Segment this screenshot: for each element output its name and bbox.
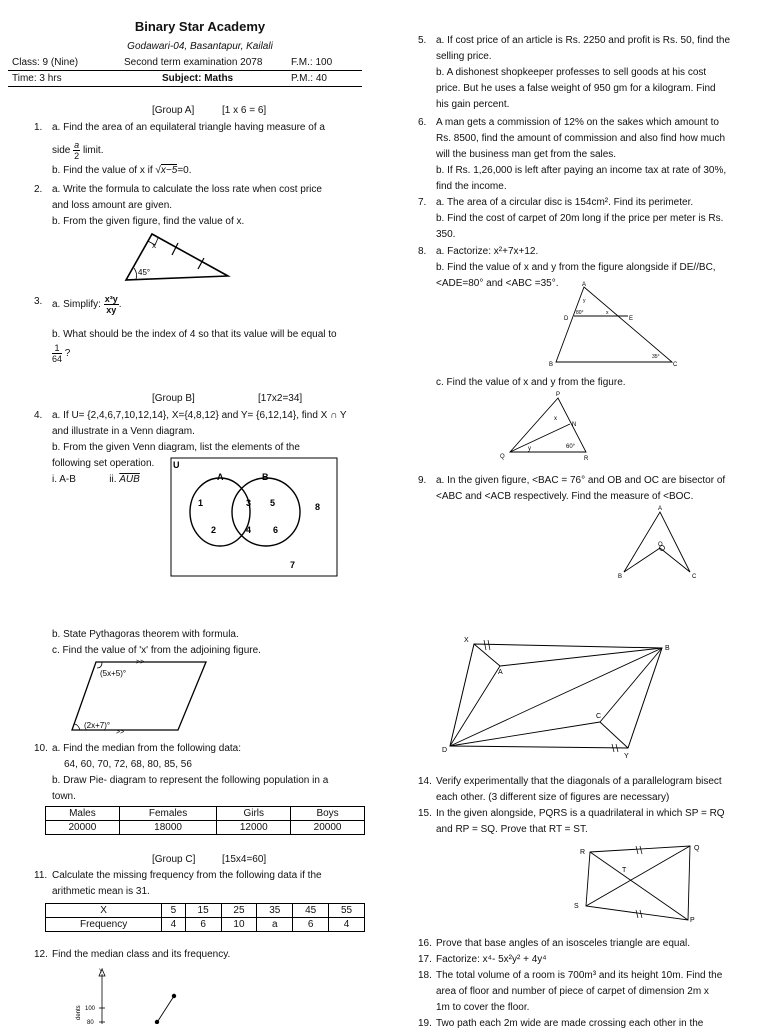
angle-label: y	[528, 446, 531, 452]
angle-label: 35°	[652, 354, 660, 360]
table-cell: 35	[257, 904, 293, 918]
q12-text: Find the median class and its frequency.	[52, 949, 231, 960]
question-15: 15. In the given alongside, PQRS is a quadrilateral in which SP = RQ and RP = SQ. Prove that RT = ST.	[418, 806, 758, 838]
q7-a: a. The area of a circular disc is 154cm². Find its perimeter.	[436, 197, 694, 208]
venn-element: 3	[246, 498, 252, 508]
question-4: 4. a. If U= {2,4,6,7,10,12,14}, X={4,8,12} and Y= {6,12,14}, find X ∩ Y and illustrate in a Venn diagram. b. From the given Venn diagram, list the elements of the following set operation. i. A-B ii. $\overline{AUB}$	[34, 408, 374, 488]
q15-line2: and RP = SQ. Prove that RT = ST.	[436, 824, 588, 835]
angle-label: 80°	[576, 310, 584, 316]
q4-a-line2: and illustrate in a Venn diagram.	[52, 426, 195, 437]
vertex-label: R	[584, 456, 589, 462]
q6-a-line1: A man gets a commission of 12% on the sakes which amount to	[436, 117, 719, 128]
q9-triangle-figure	[612, 502, 702, 582]
group-c-marks: [15x4=60]	[222, 854, 267, 865]
q2-triangle-figure	[118, 228, 234, 286]
q14-line1: Verify experimentally that the diagonals of a parallelogram bisect	[436, 776, 722, 787]
vertex-label: C	[673, 362, 678, 368]
vertex-label: E	[629, 316, 634, 322]
vertex-label: O	[658, 542, 663, 548]
q4-b-line2: following set operation.	[52, 458, 155, 469]
subject-label: Subject: Maths	[162, 73, 234, 84]
q5-a-line1: a. If cost price of an article is Rs. 2250 and profit is Rs. 50, find the	[436, 35, 731, 46]
vertex-label: A	[658, 506, 663, 512]
vertex-label: Q	[500, 454, 505, 460]
venn-element: 4	[246, 525, 252, 535]
question-17: 17. Factorize: x⁴- 5x²y² + 4y⁴	[418, 952, 758, 968]
y-tick-label: 80	[87, 1020, 94, 1024]
question-19: 19. Two path each 2m wide are made crossing each other in the	[418, 1016, 758, 1032]
question-10: 10. a. Find the median from the following data: 64, 60, 70, 72, 68, 80, 85, 56 b. Draw Pie- diagram to represent the following population in a town.	[34, 741, 374, 805]
angle-label-top: (5x+5)°	[100, 669, 127, 678]
vertex-label: S	[574, 903, 579, 910]
table-row	[46, 807, 365, 821]
q19-text: Two path each 2m wide are made crossing each other in the	[436, 1018, 704, 1029]
header-rule-1	[8, 70, 362, 71]
venn-element: 8	[315, 502, 321, 512]
question-7: 7. a. The area of a circular disc is 154cm². Find its perimeter. b. Find the cost of carpet of 20m long if the price per meter is Rs. 350.	[418, 195, 758, 243]
table-cell: 12000	[217, 821, 291, 835]
question-18: 18. The total volume of a room is 700m³ and its height 10m. Find the area of floor and number of piece of carpet of dimension 2m x 1m to cover the floor.	[418, 968, 758, 1016]
q8-a: a. Factorize: x²+7x+12.	[436, 246, 539, 257]
school-address: Godawari-04, Basantapur, Kailali	[127, 41, 273, 52]
q18-line2: area of floor and number of piece of carpet of dimension 2m x	[436, 986, 709, 997]
q13-parallelogram-figure	[440, 632, 680, 762]
y-axis-title: dents	[76, 1005, 82, 1020]
vertex-label: N	[572, 422, 577, 428]
venn-element: 1	[198, 498, 204, 508]
question-12: 12. Find the median class and its frequency.	[34, 947, 374, 963]
q1-a-line1: a. Find the area of an equilateral triangle having measure of a	[52, 122, 325, 133]
q15-quadrilateral-figure	[572, 840, 712, 924]
venn-label-b: B	[262, 472, 269, 482]
q6-b-line2: find the income.	[436, 181, 507, 192]
group-a-label: [Group A]	[152, 105, 195, 116]
q5-b-line2: price. But he uses a false weight of 950 gm for a kilogram. Find	[436, 83, 716, 94]
table-cell: 25	[221, 904, 257, 918]
q1-a-line2: side $\frac{a}{2}$ limit.	[52, 140, 104, 161]
angle-label: x	[606, 310, 609, 316]
vertex-label: A	[582, 282, 587, 288]
q10-a: a. Find the median from the following data:	[52, 743, 241, 754]
group-c-label: [Group C]	[152, 854, 196, 865]
vertex-label: C	[596, 713, 602, 720]
q12-graph-figure	[70, 966, 200, 1024]
question-2: 2. a. Write the formula to calculate the loss rate when cost price and loss amount are given. b. From the given figure, find the value of x.	[34, 182, 374, 230]
table-cell: 4	[162, 918, 185, 932]
vertex-label: D	[564, 316, 569, 322]
venn-element: 5	[270, 498, 276, 508]
question-6: 6. A man gets a commission of 12% on the sakes which amount to Rs. 8500, find the amount of commission and also find how much will the business man get from the sales. b. If Rs. 1,26,000 is left after paying an income tax at rate of 30%, find the income.	[418, 115, 758, 195]
vertex-label: Y	[624, 753, 629, 760]
q16-text: Prove that base angles of an isosceles triangle are equal.	[436, 938, 691, 949]
vertex-label: D	[442, 747, 448, 754]
q15-line1: In the given alongside, PQRS is a quadrilateral in which SP = RQ	[436, 808, 725, 819]
population-table	[45, 806, 365, 835]
pass-marks: P.M.: 40	[291, 73, 327, 84]
fig-label-45: 45°	[138, 268, 151, 277]
angle-label: y	[583, 298, 586, 304]
q3-a: a. Simplify: $\frac{\text{x³y}}{xy}$ .	[52, 294, 122, 315]
header-rule-2	[8, 86, 362, 87]
table-cell: 10	[221, 918, 257, 932]
angle-label: 60°	[566, 444, 576, 450]
q10-data: 64, 60, 70, 72, 68, 80, 85, 56	[64, 759, 192, 770]
q11-line2: arithmetic mean is 31.	[52, 886, 150, 897]
q10-b-line2: town.	[52, 791, 76, 802]
q1-b: b. Find the value of x if √x−5=0.	[52, 165, 192, 176]
group-b-marks: [17x2=34]	[258, 393, 303, 404]
group-b-label: [Group B]	[152, 393, 195, 404]
table-cell: 5	[162, 904, 185, 918]
table-row	[46, 904, 365, 918]
q6-b-line1: b. If Rs. 1,26,000 is left after paying an income tax at rate of 30%,	[436, 165, 727, 176]
parallelogram-figure	[66, 656, 216, 736]
group-b-left-continued	[52, 627, 372, 659]
table-cell: 20000	[46, 821, 120, 835]
q18-line3: 1m to cover the floor.	[436, 1002, 530, 1013]
qB-c: c. Find the value of 'x' from the adjoining figure.	[52, 645, 261, 656]
q2-b: b. From the given figure, find the value of x.	[52, 216, 245, 227]
q8-c: c. Find the value of x and y from the figure.	[436, 377, 626, 388]
table-row	[46, 821, 365, 835]
table-cell: Frequency	[46, 918, 162, 932]
q7-b-line2: 350.	[436, 229, 456, 240]
exam-label: Second term examination 2078	[124, 57, 263, 68]
sqrt-symbol: √	[155, 165, 161, 176]
table-cell: X	[46, 904, 162, 918]
q9-a-line2: <ABC and <ACB respectively. Find the measure of <BOC.	[436, 491, 694, 502]
q6-a-line3: will the business man get from the sales.	[436, 149, 617, 160]
frequency-table	[45, 903, 365, 932]
table-cell: 18000	[119, 821, 217, 835]
question-14: 14. Verify experimentally that the diagonals of a parallelogram bisect each other. (3 different size of figures are necessary)	[418, 774, 758, 806]
q1-fraction: $\frac{a}{2}$	[74, 140, 80, 161]
vertex-label: Q	[694, 845, 700, 852]
svg-text:>>: >>	[136, 659, 145, 666]
table-row	[46, 918, 365, 932]
q3-b-fraction: $\frac{1}{64}$ ?	[52, 343, 71, 364]
q18-line1: The total volume of a room is 700m³ and its height 10m. Find the	[436, 970, 723, 981]
y-tick-label: 100	[85, 1006, 96, 1012]
table-cell: 20000	[291, 821, 365, 835]
question-8: 8. a. Factorize: x²+7x+12. b. Find the value of x and y from the figure alongside if DE//BC, <ADE=80° and <ABC =35°.	[418, 244, 758, 292]
qB-b: b. State Pythagoras theorem with formula.	[52, 629, 239, 640]
q6-a-line2: Rs. 8500, find the amount of commission and also find how much	[436, 133, 726, 144]
venn-element: 6	[273, 525, 279, 535]
q9-a-line1: a. In the given figure, <BAC = 76° and OB and OC are bisector of	[436, 475, 726, 486]
table-cell: 6	[185, 918, 221, 932]
vertex-label: T	[622, 867, 627, 874]
q5-b-line1: b. A dishonest shopkeeper professes to sell goods at his cost	[436, 67, 707, 78]
vertex-label: P	[690, 917, 695, 924]
venn-label-u: U	[173, 460, 180, 470]
q8b-triangle-figure	[546, 280, 686, 370]
venn-label-a: A	[217, 472, 224, 482]
vertex-label: C	[692, 574, 697, 580]
table-cell: 4	[329, 918, 365, 932]
q5-b-line3: his gain percent.	[436, 99, 510, 110]
angle-label-bottom: (2x+7)°	[84, 721, 111, 730]
vertex-label: B	[549, 362, 554, 368]
angle-label: x	[554, 416, 557, 422]
table-cell: 15	[185, 904, 221, 918]
venn-element: 2	[211, 525, 217, 535]
q11-line1: Calculate the missing frequency from the following data if the	[52, 870, 322, 881]
question-5: 5. a. If cost price of an article is Rs. 2250 and profit is Rs. 50, find the selling price. b. A dishonest shopkeeper professes to sell goods at his cost price. But he uses a false weight of 950 gm for a kilogram. Find his gain percent.	[418, 33, 758, 113]
time-label: Time: 3 hrs	[12, 73, 62, 84]
svg-text:>>: >>	[116, 729, 125, 736]
venn-element: 7	[290, 560, 296, 570]
table-cell: 6	[293, 918, 329, 932]
fig-label-x: x	[152, 241, 156, 250]
q4-b-options: i. A-B ii. $\overline{AUB}$	[52, 474, 140, 485]
q2-a-line2: and loss amount are given.	[52, 200, 173, 211]
vertex-label: R	[580, 849, 586, 856]
q8-b-line2: <ADE=80° and <ABC =35°.	[436, 278, 559, 289]
vertex-label: X	[464, 637, 469, 644]
question-1	[34, 120, 374, 179]
question-16: 16. Prove that base angles of an isosceles triangle are equal.	[418, 936, 758, 952]
q8-b-line1: b. Find the value of x and y from the figure alongside if DE//BC,	[436, 262, 716, 273]
q4-b-line1: b. From the given Venn diagram, list the elements of the	[52, 442, 300, 453]
school-name: Binary Star Academy	[134, 19, 266, 34]
table-cell: Males	[46, 807, 120, 821]
table-cell: Boys	[291, 807, 365, 821]
q3-b: b. What should be the index of 4 so that its value will be equal to	[52, 329, 337, 340]
vertex-label: B	[618, 574, 623, 580]
class-label: Class: 9 (Nine)	[12, 57, 79, 68]
q14-line2: each other. (3 different size of figures are necessary)	[436, 792, 670, 803]
full-marks: F.M.: 100	[291, 57, 333, 68]
group-a-marks: [1 x 6 = 6]	[222, 105, 267, 116]
vertex-label: B	[665, 645, 670, 652]
question-3: 3. a. Simplify: $\frac{\text{x³y}}{xy}$ . b. What should be the index of 4 so that its value will be equal to $\frac{1}{64}$ ?	[34, 294, 374, 364]
q17-text: Factorize: x⁴- 5x²y² + 4y⁴	[436, 954, 547, 965]
venn-diagram	[170, 456, 338, 578]
q4-a-line1: a. If U= {2,4,6,7,10,12,14}, X={4,8,12} and Y= {6,12,14}, find X ∩ Y	[52, 410, 347, 421]
question-number: 1.	[34, 122, 43, 133]
table-cell: a	[257, 918, 293, 932]
table-cell: 45	[293, 904, 329, 918]
table-cell: 55	[329, 904, 365, 918]
y-axis-label: Y	[99, 969, 104, 975]
vertex-label: A	[498, 669, 503, 676]
table-cell: Girls	[217, 807, 291, 821]
q10-b-line1: b. Draw Pie- diagram to represent the following population in a	[52, 775, 329, 786]
q2-a-line1: a. Write the formula to calculate the loss rate when cost price	[52, 184, 322, 195]
q7-b-line1: b. Find the cost of carpet of 20m long if the price per meter is Rs.	[436, 213, 724, 224]
q5-a-line2: selling price.	[436, 51, 492, 62]
question-8c	[436, 375, 756, 391]
table-cell: Females	[119, 807, 217, 821]
question-9: 9. a. In the given figure, <BAC = 76° and OB and OC are bisector of <ABC and <ACB respectively. Find the measure of <BOC.	[418, 473, 758, 505]
vertex-label: P	[556, 392, 561, 398]
q8c-triangle-figure	[496, 390, 596, 462]
question-11: 11. Calculate the missing frequency from the following data if the arithmetic mean is 31.	[34, 868, 374, 900]
